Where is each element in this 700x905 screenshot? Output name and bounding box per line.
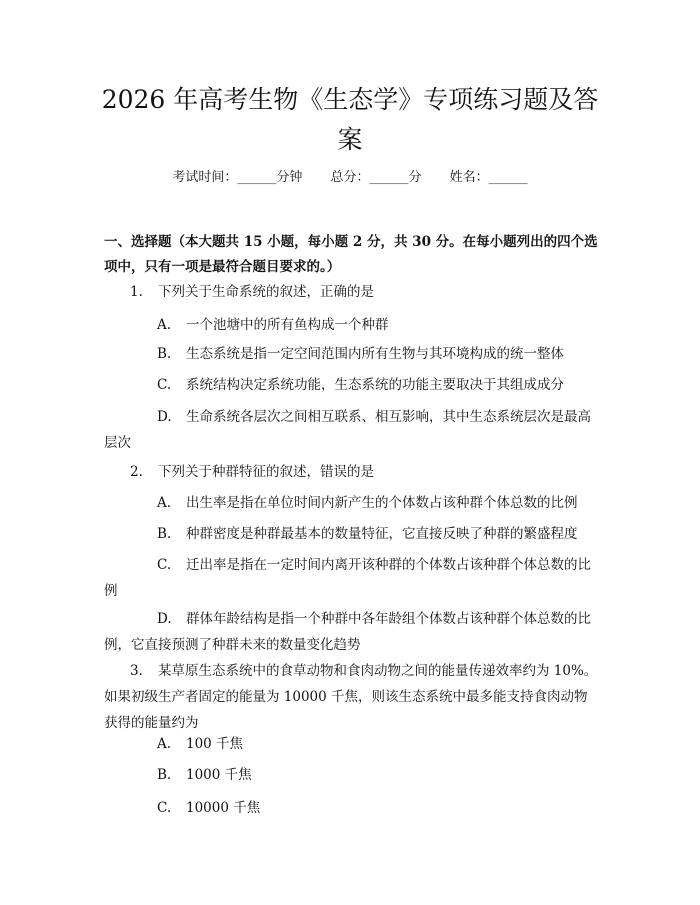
option-2b [157,521,578,547]
option-3b [157,762,252,788]
option-label: B. [157,526,172,542]
option-label: A. [157,495,172,511]
option-3c [157,795,260,821]
option-2d [104,606,600,658]
option-1d [104,404,600,456]
option-text: 迁出率是指在一定时间内离开该种群的个体数占该种群个体总数的比例 [104,557,591,599]
question-2 [130,459,374,485]
section-heading: 一、选择题（本大题共 15 小题，每小题 2 分，共 30 分。在每小题列出的四个选项中，只有一项是最符合题目要求的。） [104,234,598,275]
option-text: 生命系统各层次之间相互联系、相互影响，其中生态系统层次是最高层次 [104,409,591,451]
student-name-field: 姓名：______ [449,170,528,185]
option-2a [157,490,578,516]
question-stem: 下列关于种群特征的叙述，错误的是 [158,464,374,480]
option-1c [157,372,564,398]
option-text: 群体年龄结构是指一个种群中各年龄组个体数占该种群个体总数的比例，它直接预测了种群未来的数量变化趋势 [104,611,591,653]
option-3a [157,731,243,757]
question-number: 3. [130,663,143,679]
option-label: C. [157,377,172,393]
option-text: 100 千焦 [186,736,244,752]
option-label: D. [157,611,172,627]
document-title: 2026 年高考生物《生态学》专项练习题及答案 [101,85,599,154]
option-text: 种群密度是种群最基本的数量特征，它直接反映了种群的繁盛程度 [186,526,578,542]
option-label: D. [157,409,172,425]
question-number: 1. [130,284,143,300]
option-text: 生态系统是指一定空间范围内所有生物与其环境构成的统一整体 [186,346,564,362]
question-number: 2. [130,464,143,480]
option-label: B. [157,767,172,783]
exam-meta [0,168,700,188]
option-1b [157,341,564,367]
option-text: 出生率是指在单位时间内新产生的个体数占该种群个体总数的比例 [186,495,578,511]
question-stem: 某草原生态系统中的食草动物和食肉动物之间的能量传递效率约为 10%。如果初级生产者固定的能量为 10000 千焦，则该生态系统中最多能支持食肉动物获得的能量约为 [104,663,598,731]
exam-time-field: 考试时间：______分钟 [172,170,303,185]
option-2c [104,552,600,604]
option-text: 一个池塘中的所有鱼构成一个种群 [186,317,389,333]
total-score-field: 总分：______分 [330,170,422,185]
option-text: 系统结构决定系统功能，生态系统的功能主要取决于其组成成分 [186,377,564,393]
option-label: A. [157,736,172,752]
option-text: 10000 千焦 [186,800,261,816]
question-stem: 下列关于生命系统的叙述，正确的是 [158,284,374,300]
option-label: C. [157,557,172,573]
question-1 [130,279,374,305]
option-1a [157,312,389,338]
option-label: C. [157,800,172,816]
option-label: B. [157,346,172,362]
option-label: A. [157,317,172,333]
option-text: 1000 千焦 [186,767,252,783]
question-3 [104,658,600,736]
